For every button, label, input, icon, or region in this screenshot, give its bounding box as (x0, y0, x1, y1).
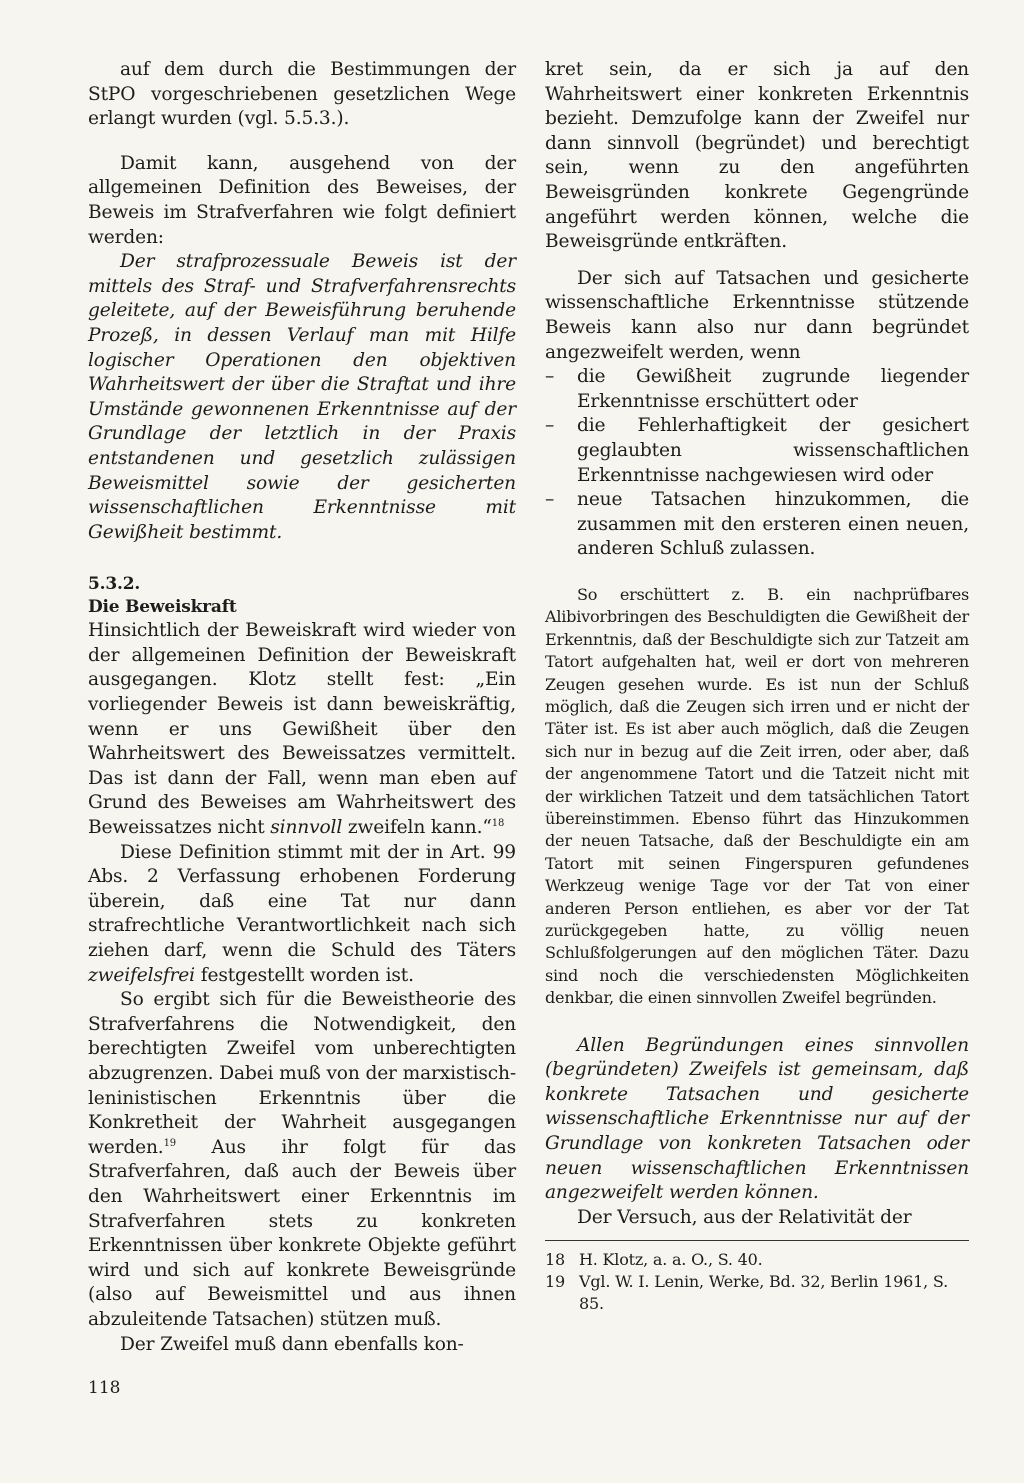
footnote-divider (545, 1240, 969, 1241)
footnote-number: 19 (545, 1272, 565, 1292)
p5-text-b: Aus ihr folgt für das Strafverfahren, daß auch der Beweis über den Wahrheitswert einer Erkenntnis im Strafverfahren stets zu konkreten Erkenntnissen über konkrete Objekte geführt wird und sich auf konkrete Beweisgründe (also auf Beweismittel und aus ihnen abzuleitende Tatsachen) stützen muß. (88, 1136, 516, 1330)
p4-text-b: festgestellt worden ist. (194, 964, 414, 986)
footnote-text: Vgl. W. I. Lenin, Werke, Bd. 32, Berlin 1961, S. 85. (579, 1272, 948, 1314)
list-item: – die Gewißheit zugrunde liegender Erkenntnisse erschüttert oder (545, 365, 969, 414)
paragraph-conditions-intro: Der sich auf Tatsachen und gesicherte wissenschaftliche Erkenntnisse stützende Beweis kann also nur dann begründet angezweifelt werden, wenn (545, 267, 969, 363)
footnote (545, 1271, 969, 1315)
page-number: 118 (88, 1378, 121, 1398)
conditions-list (545, 365, 969, 562)
footnote-ref-19: 19 (163, 1137, 176, 1149)
p3-text: Hinsichtlich der Beweiskraft wird wieder von der allgemeinen Definition der Beweiskraft ausgegangen. Klotz stellt fest: „Ein vorliegender Beweis ist dann beweiskräftig, wenn er uns Gewißheit über den Wahrheitswert des Beweissatzes vermittelt. Das ist dann der Fall, wenn man eben auf Grund des Beweises am Wahrheitswert des Beweissatzes nicht (88, 620, 516, 839)
paragraph-continuation-right: kret sein, da er sich ja auf den Wahrheitswert einer konkreten Erkenntnis bezieht. Demzufolge kann der Zweifel nur dann sinnvoll (begründet) und berechtigt sein, wenn zu den angeführten Beweisgründen konkrete Gegengründe angeführt werden können, welche die Beweisgründe entkräften. (545, 59, 969, 253)
paragraph-example: So erschüttert z. B. ein nachprüfbares Alibivorbringen des Beschuldigten die Gewißheit der Erkenntnis, daß der Beschuldigte sich zur Tatzeit am Tatort aufgehalten hat, weil er dort von mehreren Zeugen gesehen wurde. Es ist nun der Schluß möglich, daß die Zeugen sich irren und er nicht der Täter ist. Es ist aber auch möglich, daß die Zeugen sich nur in bezug auf die Zeit irren, oder aber, daß der angenommene Tatort und die Tatzeit nicht mit der wirklichen Tatzeit und dem tatsächlichen Tatort übereinstimmen. Ebenso führt das Hinzukommen der neuen Tatsache, daß der Beschuldigte ein am Tatort mit seinen Fingerspuren gefundenes Werkzeug wenige Tage vor der Tat von einer anderen Person entliehen, es aber vor der Tat zurückgegeben hatte, zu völlig neuen Schlußfolgerungen auf den möglichen Täter. Dazu sind noch die verschiedensten Möglichkeiten denkbar, die einen sinnvollen Zweifel begründen. (545, 584, 969, 1008)
p5-text-a: So ergibt sich für die Beweistheorie des Strafverfahrens die Notwendigkeit, den berechtigten Zweifel vom unberechtigten abzugrenzen. Dabei muß von der marxistisch-leninistischen Erkenntnis über die Konkretheit der Wahrheit ausgegangen werden. (88, 989, 516, 1158)
conclusion-italic: Allen Begründungen eines sinnvollen (begründeten) Zweifels ist gemeinsam, daß konkrete Tatsachen und gesicherte wissenschaftliche Erkenntnisse nur auf der Grundlage von konkreten Tatsachen oder neuen wissenschaftlichen Erkenntnissen angezweifelt werden können. (545, 1034, 969, 1204)
p3-end: zweifeln kann.“ (342, 817, 492, 839)
paragraph-last-line: Der Versuch, aus der Relativität der (577, 1206, 912, 1228)
p4-italic: zweifelsfrei (88, 964, 195, 986)
left-column (88, 58, 516, 1357)
paragraph-beweiskraft (88, 619, 516, 840)
paragraph-verfassung (88, 841, 516, 989)
footnote-ref-18: 18 (491, 817, 505, 829)
list-item: – neue Tatsachen hinzukommen, die zusammen mit den ersteren einen neuen, anderen Schluß zulassen. (545, 488, 969, 562)
section-number: 5.3.2. (88, 574, 141, 595)
p4-text-a: Diese Definition stimmt mit der in Art. 99 Abs. 2 Verfassung erhobenen Forderung überein, daß eine Tat nur dann strafrechtliche Verantwortlichkeit nach sich ziehen darf, wenn die Schuld des Täters (88, 841, 516, 961)
paragraph-continuation: auf dem durch die Bestimmungen der StPO vorgeschriebenen gesetzlichen Wege erlangt wurden (vgl. 5.5.3.). (88, 59, 516, 130)
footnote (545, 1249, 969, 1271)
paragraph-zweifel: Der Zweifel muß dann ebenfalls kon- (120, 1333, 464, 1355)
right-column (545, 58, 969, 1315)
paragraph-definition-intro: Damit kann, ausgehend von der allgemeinen Definition des Beweises, der Beweis im Strafverfahren wie folgt definiert werden: (88, 152, 516, 248)
footnote-text: H. Klotz, a. a. O., S. 40. (579, 1250, 763, 1270)
paragraph-beweistheorie (88, 988, 516, 1332)
footnotes (545, 1249, 969, 1315)
footnote-number: 18 (545, 1250, 565, 1270)
list-item: – die Fehlerhaftigkeit der gesichert geglaubten wissenschaftlichen Erkenntnisse nachgewiesen wird oder (545, 414, 969, 488)
definition-italic: Der strafprozessuale Beweis ist der mittels des Straf- und Strafverfahrensrechts geleitete, auf der Beweisführung beruhende Prozeß, in dessen Verlauf man mit Hilfe logischer Operationen den objektiven Wahrheitswert der über die Straftat und ihre Umstände gewonnenen Erkenntnisse auf der Grundlage der letztlich in der Praxis entstandenen und gesetzlich zulässigen Beweismittel sowie der gesicherten wissenschaftlichen Erkenntnisse mit Gewißheit bestimmt. (88, 251, 516, 543)
section-title: Die Beweiskraft (88, 597, 237, 618)
p3-italic: sinnvoll (270, 817, 343, 839)
